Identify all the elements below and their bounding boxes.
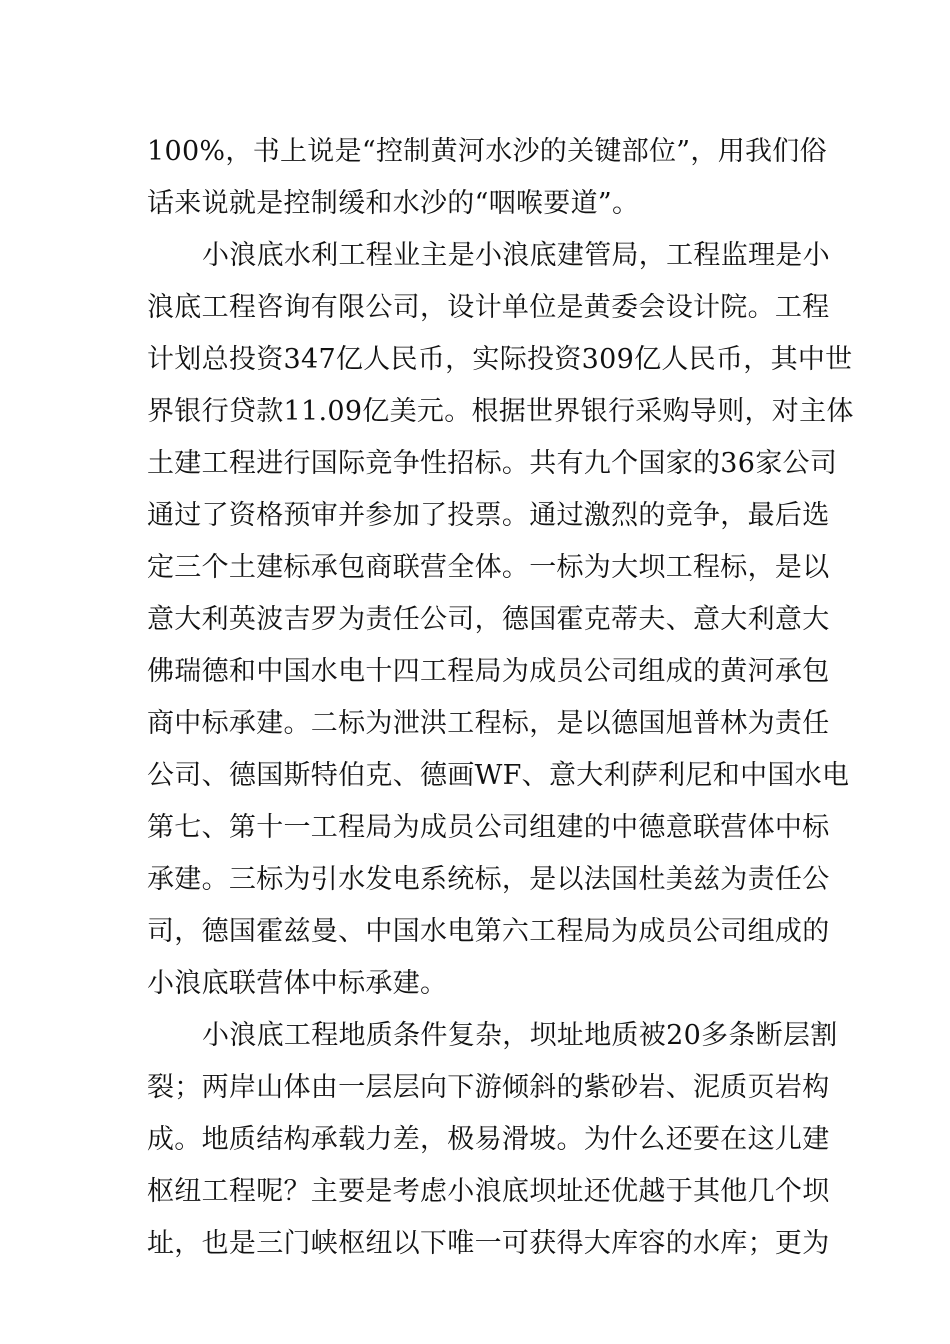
paragraph-3-line-4: 枢纽工程呢？主要是考虑小浪底坝址还优越于其他几个坝 <box>147 1176 830 1207</box>
paragraph-2-line-7: 定三个土建标承包商联营全体。一标为大坝工程标，是以 <box>147 552 830 583</box>
paragraph-2-line-1: 小浪底水利工程业主是小浪底建管局，工程监理是小 <box>202 240 830 271</box>
paragraph-2-line-3: 计划总投资347亿人民币，实际投资309亿人民币，其中世 <box>147 344 853 375</box>
paragraph-2-line-14: 司，德国霍兹曼、中国水电第六工程局为成员公司组成的 <box>147 916 830 947</box>
paragraph-3-line-2: 裂；两岸山体由一层层向下游倾斜的紫砂岩、泥质页岩构 <box>147 1072 830 1103</box>
paragraph-2-line-11: 公司、德国斯特伯克、德画WF、意大利萨利尼和中国水电 <box>147 760 850 791</box>
paragraph-2-line-12: 第七、第十一工程局为成员公司组建的中德意联营体中标 <box>147 812 830 843</box>
document-body <box>147 126 854 1270</box>
paragraph-2-line-10: 商中标承建。二标为泄洪工程标，是以德国旭普林为责任 <box>147 708 830 739</box>
paragraph-3-line-1: 小浪底工程地质条件复杂，坝址地质被20多条断层割 <box>202 1020 838 1051</box>
paragraph-1-line-2: 话来说就是控制缓和水沙的“咽喉要道”。 <box>147 188 640 219</box>
paragraph-2-line-8: 意大利英波吉罗为责任公司，德国霍克蒂夫、意大利意大 <box>147 604 830 635</box>
paragraph-2-line-4: 界银行贷款11.09亿美元。根据世界银行采购导则，对主体 <box>147 396 854 427</box>
paragraph-2-line-6: 通过了资格预审并参加了投票。通过激烈的竞争，最后选 <box>147 500 830 531</box>
paragraph-2-line-2: 浪底工程咨询有限公司，设计单位是黄委会设计院。工程 <box>147 292 830 323</box>
paragraph-2-line-15: 小浪底联营体中标承建。 <box>147 968 448 999</box>
paragraph-3-line-3: 成。地质结构承载力差，极易滑坡。为什么还要在这儿建 <box>147 1124 830 1155</box>
paragraph-3-line-5: 址，也是三门峡枢纽以下唯一可获得大库容的水库；更为 <box>147 1228 830 1259</box>
paragraph-2-line-13: 承建。三标为引水发电系统标，是以法国杜美兹为责任公 <box>147 864 830 895</box>
paragraph-1-line-1: 100%，书上说是“控制黄河水沙的关键部位”，用我们俗 <box>147 136 827 167</box>
paragraph-2-line-9: 佛瑞德和中国水电十四工程局为成员公司组成的黄河承包 <box>147 656 830 687</box>
paragraph-2-line-5: 土建工程进行国际竞争性招标。共有九个国家的36家公司 <box>147 448 838 479</box>
